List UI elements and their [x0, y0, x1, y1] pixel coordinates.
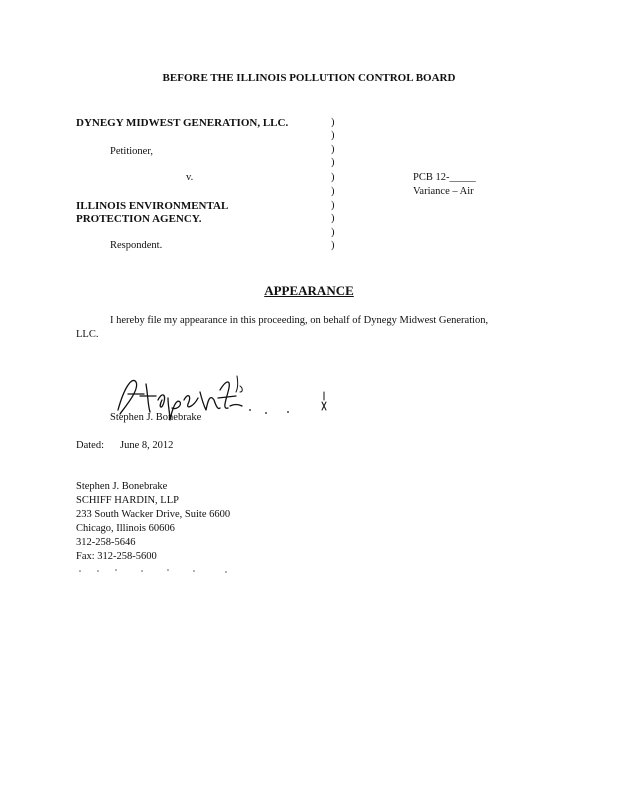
contact-fax: Fax: 312-258-5600 — [76, 551, 157, 562]
caption-paren: ) — [331, 200, 335, 211]
dated-label: Dated: — [76, 440, 104, 451]
versus-text: v. — [186, 172, 194, 183]
appearance-paragraph-line1: I hereby file my appearance in this proceeding, on behalf of Dynegy Midwest Generation, — [110, 315, 489, 326]
respondent-name-line2: PROTECTION AGENCY. — [76, 213, 202, 225]
caption-paren: ) — [331, 213, 335, 224]
caption-paren: ) — [331, 157, 335, 168]
appearance-heading: APPEARANCE — [264, 283, 354, 298]
caption-paren: ) — [331, 240, 335, 251]
dated-value: June 8, 2012 — [120, 440, 174, 451]
signer-name: Stephen J. Bonebrake — [110, 412, 202, 423]
contact-address-line1: 233 South Wacker Drive, Suite 6600 — [76, 509, 231, 520]
board-title: BEFORE THE ILLINOIS POLLUTION CONTROL BOARD — [162, 72, 456, 84]
petitioner-role: Petitioner, — [110, 146, 154, 157]
caption-paren: ) — [331, 117, 335, 128]
caption-paren: ) — [331, 186, 335, 197]
contact-firm: SCHIFF HARDIN, LLP — [76, 495, 179, 506]
caption-paren: ) — [331, 172, 335, 183]
appearance-paragraph-line2: LLC. — [76, 329, 99, 340]
contact-phone: 312-258-5646 — [76, 537, 136, 548]
caption-paren: ) — [331, 144, 335, 155]
scan-artifact — [76, 566, 236, 576]
contact-address-line2: Chicago, Illinois 60606 — [76, 523, 175, 534]
respondent-name-line1: ILLINOIS ENVIRONMENTAL — [76, 200, 229, 212]
petitioner-name: DYNEGY MIDWEST GENERATION, LLC. — [76, 117, 289, 129]
contact-name: Stephen J. Bonebrake — [76, 481, 168, 492]
case-number: PCB 12-_____ — [413, 172, 476, 183]
caption-paren: ) — [331, 227, 335, 238]
caption-paren: ) — [331, 130, 335, 141]
case-type: Variance – Air — [413, 186, 474, 197]
respondent-role: Respondent. — [110, 240, 163, 251]
